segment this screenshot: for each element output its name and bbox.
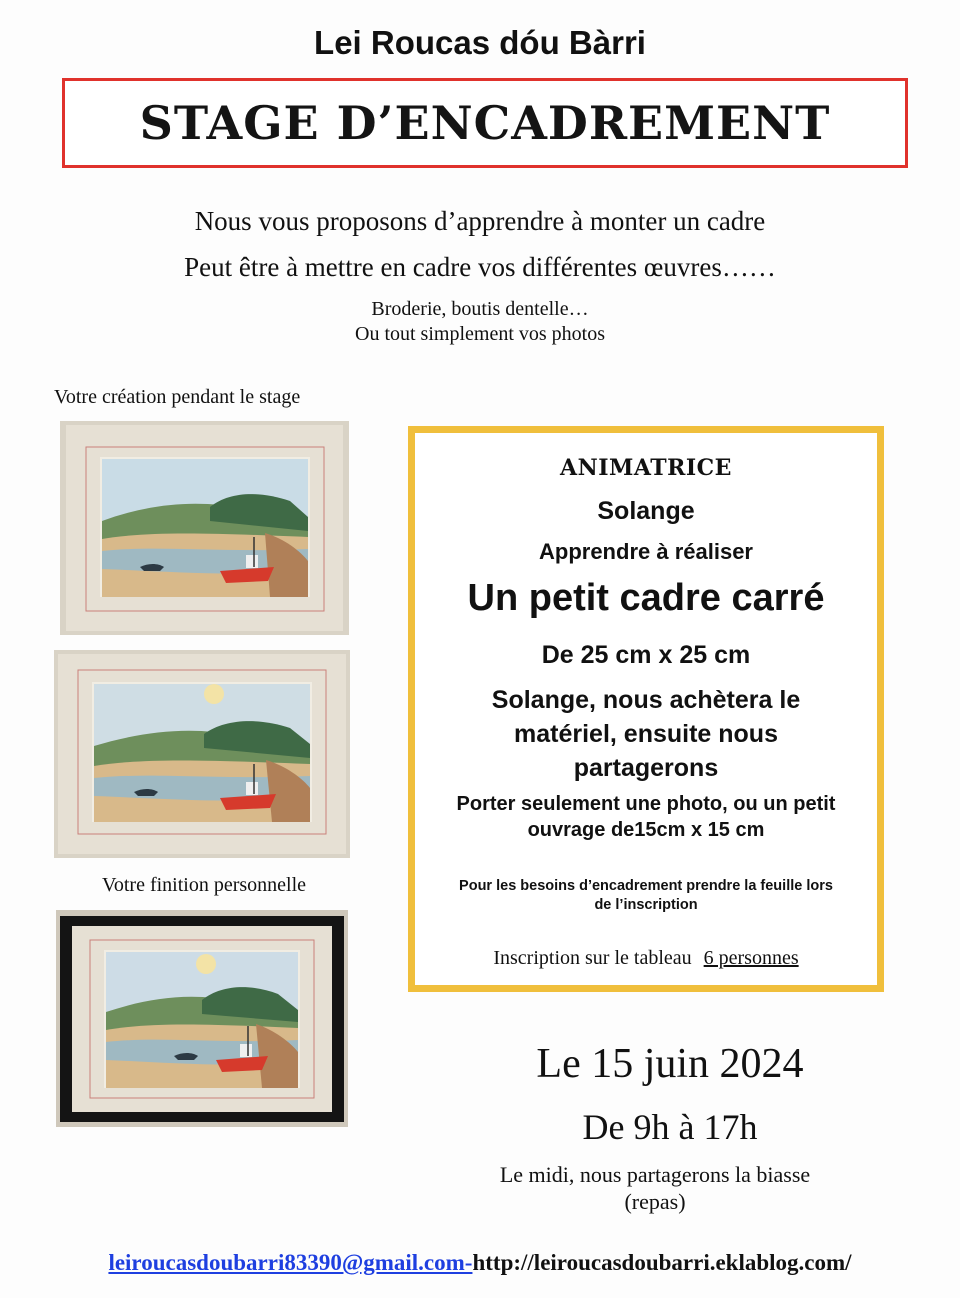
purchase-line-2: matériel, ensuite nous: [514, 720, 778, 748]
purchase-note: [415, 683, 877, 785]
intro-line-1: Nous vous proposons d’apprendre à monter un cadre: [194, 206, 766, 236]
signup-count: 6 personnes: [703, 947, 799, 969]
intro-line-4: Ou tout simplement vos photos: [355, 323, 605, 345]
lunch-note: Le midi, nous partagerons la biasse: [499, 1162, 811, 1187]
org-name: Lei Roucas dóu Bàrri: [314, 24, 646, 61]
signup-line: [415, 947, 877, 970]
page-title: STAGE D’ENCADREMENT: [139, 96, 831, 150]
lunch-note-paren: (repas): [624, 1189, 686, 1214]
event-date: Le 15 juin 2024: [536, 1041, 804, 1087]
website-url[interactable]: http://leiroucasdoubarri.eklablog.com/: [472, 1250, 852, 1275]
bring-line-1: Porter seulement une photo, ou un petit: [456, 793, 836, 815]
signup-text: Inscription sur le tableau: [493, 947, 692, 969]
creation-caption: Votre création pendant le stage: [54, 386, 301, 408]
finition-caption: Votre finition personnelle: [102, 874, 307, 896]
animatrice-name: Solange: [597, 497, 695, 525]
event-hours: De 9h à 17h: [582, 1107, 758, 1147]
needs-line-1: Pour les besoins d’encadrement prendre la feuille lors: [459, 878, 833, 894]
framed-painting-photo-2: [54, 650, 350, 858]
framed-painting-photo-3: [56, 910, 348, 1127]
project-title: Un petit cadre carré: [467, 577, 825, 619]
learn-text: Apprendre à réaliser: [539, 539, 753, 564]
title-box: [62, 78, 908, 168]
needs-line-2: de l’inscription: [594, 897, 698, 913]
footer-contact: [0, 1250, 960, 1276]
bring-note: [415, 791, 877, 843]
intro-line-2: Peut être à mettre en cadre vos différentes œuvres……: [184, 252, 776, 282]
info-box: [408, 426, 884, 992]
purchase-line-3: partagerons: [573, 754, 719, 782]
animatrice-heading: ANIMATRICE: [560, 455, 732, 481]
intro-line-3: Broderie, boutis dentelle…: [371, 298, 589, 320]
email-link[interactable]: leiroucasdoubarri83390@gmail.com-: [108, 1250, 473, 1275]
framed-painting-photo-1: [60, 421, 349, 635]
project-dimension: De 25 cm x 25 cm: [541, 641, 751, 669]
needs-note: [415, 877, 877, 915]
bring-line-2: ouvrage de15cm x 15 cm: [527, 819, 765, 841]
purchase-line-1: Solange, nous achètera le: [491, 686, 801, 714]
